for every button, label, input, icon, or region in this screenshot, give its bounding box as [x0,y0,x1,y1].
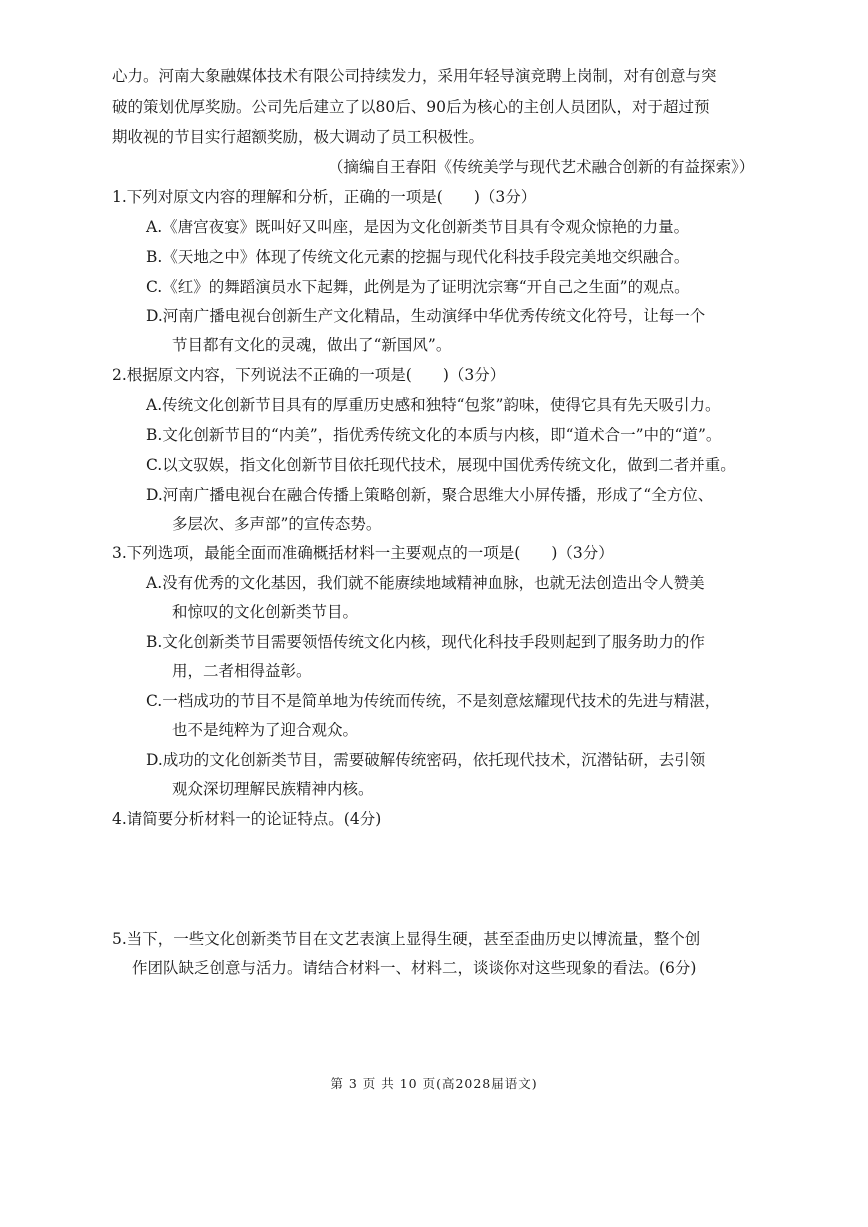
question-5-stem-cont: 作团队缺乏创意与活力。请结合材料一、材料二，谈谈你对这些现象的看法。(6分) [132,959,697,977]
question-3-option-c-cont: 也不是纯粹为了迎合观众。 [172,721,359,739]
question-1-option-c: C.《红》的舞蹈演员水下起舞，此例是为了证明沈宗骞“开自己之生面”的观点。 [146,278,690,296]
question-3-option-d-cont: 观众深切理解民族精神内核。 [172,780,374,798]
passage-source: （摘编自王春阳《传统美学与现代艺术融合创新的有益探索》） [328,158,755,176]
question-3-stem: 3.下列选项，最能全面而准确概括材料一主要观点的一项是( )（3分） [112,544,614,562]
page-footer: 第 3 页 共 10 页(高2028届语文) [330,1076,538,1091]
question-1-option-d-cont: 节目都有文化的灵魂，做出了“新国风”。 [172,336,452,354]
question-2-stem: 2.根据原文内容，下列说法不正确的一项是( )（3分） [112,366,506,384]
passage-line: 心力。河南大象融媒体技术有限公司持续发力，采用年轻导演竞聘上岗制，对有创意与突 [112,67,717,85]
question-1-stem: 1.下列对原文内容的理解和分析，正确的一项是( )（3分） [112,188,537,206]
question-2-option-a: A.传统文化创新节目具有的厚重历史感和独特“包浆”韵味，使得它具有先天吸引力。 [146,396,721,414]
question-2-option-d: D.河南广播电视台在融合传播上策略创新，聚合思维大小屏传播，形成了“全方位、 [146,486,714,504]
question-2-option-d-cont: 多层次、多声部”的宣传态势。 [172,515,382,533]
passage-line: 破的策划优厚奖励。公司先后建立了以80后、90后为核心的主创人员团队，对于超过预 [112,98,710,116]
question-5-stem: 5.当下，一些文化创新类节目在文艺表演上显得生硬，甚至歪曲历史以博流量，整个创 [112,930,701,948]
question-3-option-b-cont: 用，二者相得益彰。 [172,662,312,680]
question-3-option-a: A.没有优秀的文化基因，我们就不能赓续地域精神血脉，也就无法创造出令人赞美 [146,574,705,592]
passage-line: 期收视的节目实行超额奖励，极大调动了员工积极性。 [112,128,485,146]
question-4-stem: 4.请简要分析材料一的论证特点。(4分) [112,810,382,828]
question-3-option-c: C.一档成功的节目不是简单地为传统而传统，不是刻意炫耀现代技术的先进与精湛， [146,692,721,710]
question-1-option-b: B.《天地之中》体现了传统文化元素的挖掘与现代化科技手段完美地交织融合。 [146,248,690,266]
question-2-option-c: C.以文驭娱，指文化创新节目依托现代技术，展现中国优秀传统文化，做到二者并重。 [146,456,736,474]
question-1-option-d: D.河南广播电视台创新生产文化精品，生动演绎中华优秀传统文化符号，让每一个 [146,307,706,325]
question-1-option-a: A.《唐宫夜宴》既叫好又叫座，是因为文化创新类节目具有令观众惊艳的力量。 [146,218,690,236]
question-2-option-b: B.文化创新节目的“内美”，指优秀传统文化的本质与内核，即“道术合一”中的“道”。 [146,426,722,444]
question-3-option-d: D.成功的文化创新类节目，需要破解传统密码，依托现代技术，沉潜钻研，去引领 [146,751,706,769]
question-3-option-a-cont: 和惊叹的文化创新类节目。 [172,603,359,621]
question-3-option-b: B.文化创新类节目需要领悟传统文化内核，现代化科技手段则起到了服务助力的作 [146,633,705,651]
